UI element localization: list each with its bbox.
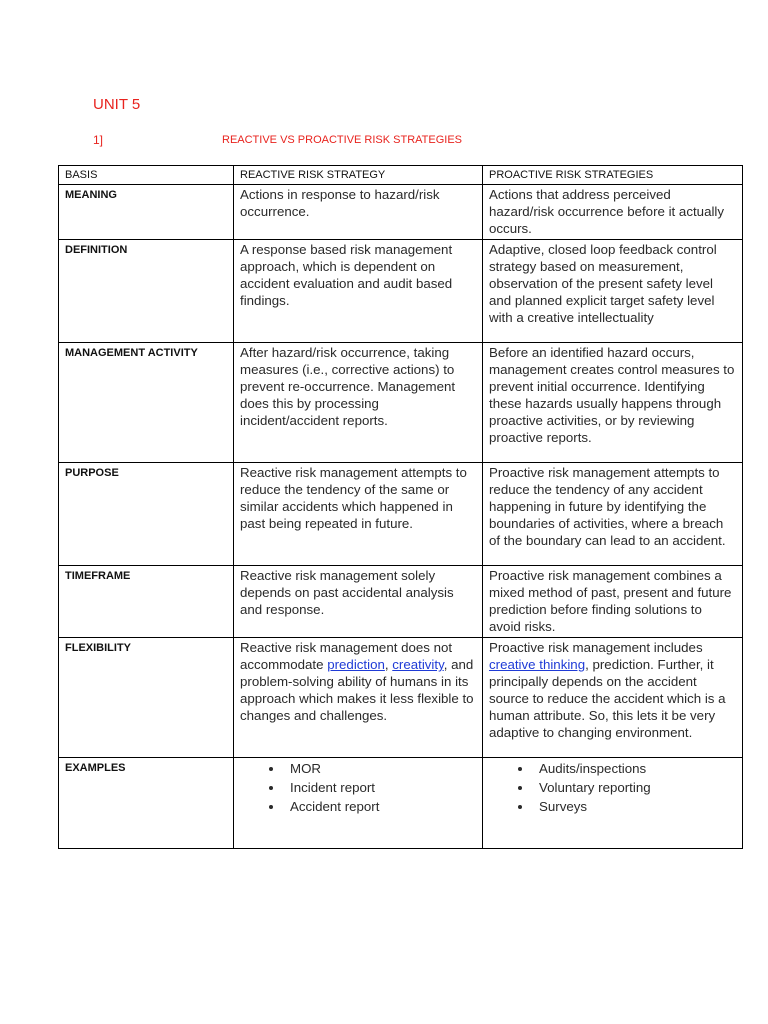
reactive-timeframe: Reactive risk management solely depends on past accidental analysis and response. bbox=[234, 566, 483, 638]
basis-timeframe: TIMEFRAME bbox=[59, 566, 234, 638]
prediction-link[interactable]: prediction bbox=[327, 657, 385, 672]
reactive-management-activity: After hazard/risk occurrence, taking measures (i.e., corrective actions) to prevent re-occurrence. Management does this by processing incident/accident reports. bbox=[234, 343, 483, 463]
basis-purpose: PURPOSE bbox=[59, 463, 234, 566]
header-basis: BASIS bbox=[59, 166, 234, 185]
question-number: 1] bbox=[93, 133, 104, 147]
reactive-purpose: Reactive risk management attempts to reduce the tendency of the same or similar accidents which happened in past being repeated in future. bbox=[234, 463, 483, 566]
header-proactive: PROACTIVE RISK STRATEGIES bbox=[483, 166, 743, 185]
basis-definition: DEFINITION bbox=[59, 240, 234, 343]
list-item: • Voluntary reporting bbox=[533, 778, 737, 797]
basis-flexibility: FLEXIBILITY bbox=[59, 638, 234, 758]
proactive-definition: Adaptive, closed loop feedback control strategy based on measurement, observation of the present safety level and planned explicit target safety level with a creative intellectuality bbox=[483, 240, 743, 343]
basis-examples: EXAMPLES bbox=[59, 758, 234, 849]
reactive-flexibility-text-2: , and problem-solving ability of humans in its approach which makes it less flexible to changes and challenges. bbox=[240, 657, 474, 723]
list-item: • Accident report bbox=[284, 797, 477, 816]
table-row-meaning bbox=[59, 185, 743, 240]
comparison-table bbox=[58, 165, 743, 849]
reactive-flexibility bbox=[234, 638, 483, 758]
header-reactive: REACTIVE RISK STRATEGY bbox=[234, 166, 483, 185]
creative-thinking-link[interactable]: creative thinking bbox=[489, 657, 586, 672]
proactive-examples-list bbox=[489, 759, 737, 816]
list-item: • Surveys bbox=[533, 797, 737, 816]
reactive-flexibility-text-1: Reactive risk management does not accommodate bbox=[240, 640, 453, 672]
table-row-purpose bbox=[59, 463, 743, 566]
proactive-examples bbox=[483, 758, 743, 849]
creativity-link[interactable]: creativity bbox=[392, 657, 444, 672]
table-row-examples bbox=[59, 758, 743, 849]
table-row-flexibility bbox=[59, 638, 743, 758]
list-item: • Incident report bbox=[284, 778, 477, 797]
proactive-purpose: Proactive risk management attempts to reduce the tendency of any accident happening in future by identifying the boundaries of activities, where a breach of the boundary can lead to an accident. bbox=[483, 463, 743, 566]
reactive-definition: A response based risk management approach, which is dependent on accident evaluation and audit based findings. bbox=[234, 240, 483, 343]
reactive-examples-list bbox=[240, 759, 477, 816]
reactive-flexibility-separator: , bbox=[384, 657, 393, 672]
list-item: • Audits/inspections bbox=[533, 759, 737, 778]
reactive-meaning: Actions in response to hazard/risk occurrence. bbox=[234, 185, 483, 240]
unit-title: UNIT 5 bbox=[93, 96, 141, 113]
list-item: • MOR bbox=[284, 759, 477, 778]
proactive-flexibility-text-2: , prediction. Further, it principally depends on the accident source to reduce the accident which is a human attribute. So, this lets it be very adaptive to changing environment. bbox=[489, 657, 726, 740]
basis-management-activity: MANAGEMENT ACTIVITY bbox=[59, 343, 234, 463]
table-row-definition bbox=[59, 240, 743, 343]
proactive-management-activity: Before an identified hazard occurs, management creates control measures to prevent initial occurrence. Identifying these hazards usually happens through proactive activities, or by reviewing proactive reports. bbox=[483, 343, 743, 463]
reactive-examples bbox=[234, 758, 483, 849]
question-title: REACTIVE VS PROACTIVE RISK STRATEGIES bbox=[222, 134, 463, 146]
basis-meaning: MEANING bbox=[59, 185, 234, 240]
table-row-management-activity bbox=[59, 343, 743, 463]
proactive-meaning: Actions that address perceived hazard/risk occurrence before it actually occurs. bbox=[483, 185, 743, 240]
table-header-row bbox=[59, 166, 743, 185]
proactive-timeframe: Proactive risk management combines a mixed method of past, present and future prediction before finding solutions to avoid risks. bbox=[483, 566, 743, 638]
proactive-flexibility bbox=[483, 638, 743, 758]
table-row-timeframe bbox=[59, 566, 743, 638]
proactive-flexibility-text-1: Proactive risk management includes bbox=[489, 640, 703, 655]
